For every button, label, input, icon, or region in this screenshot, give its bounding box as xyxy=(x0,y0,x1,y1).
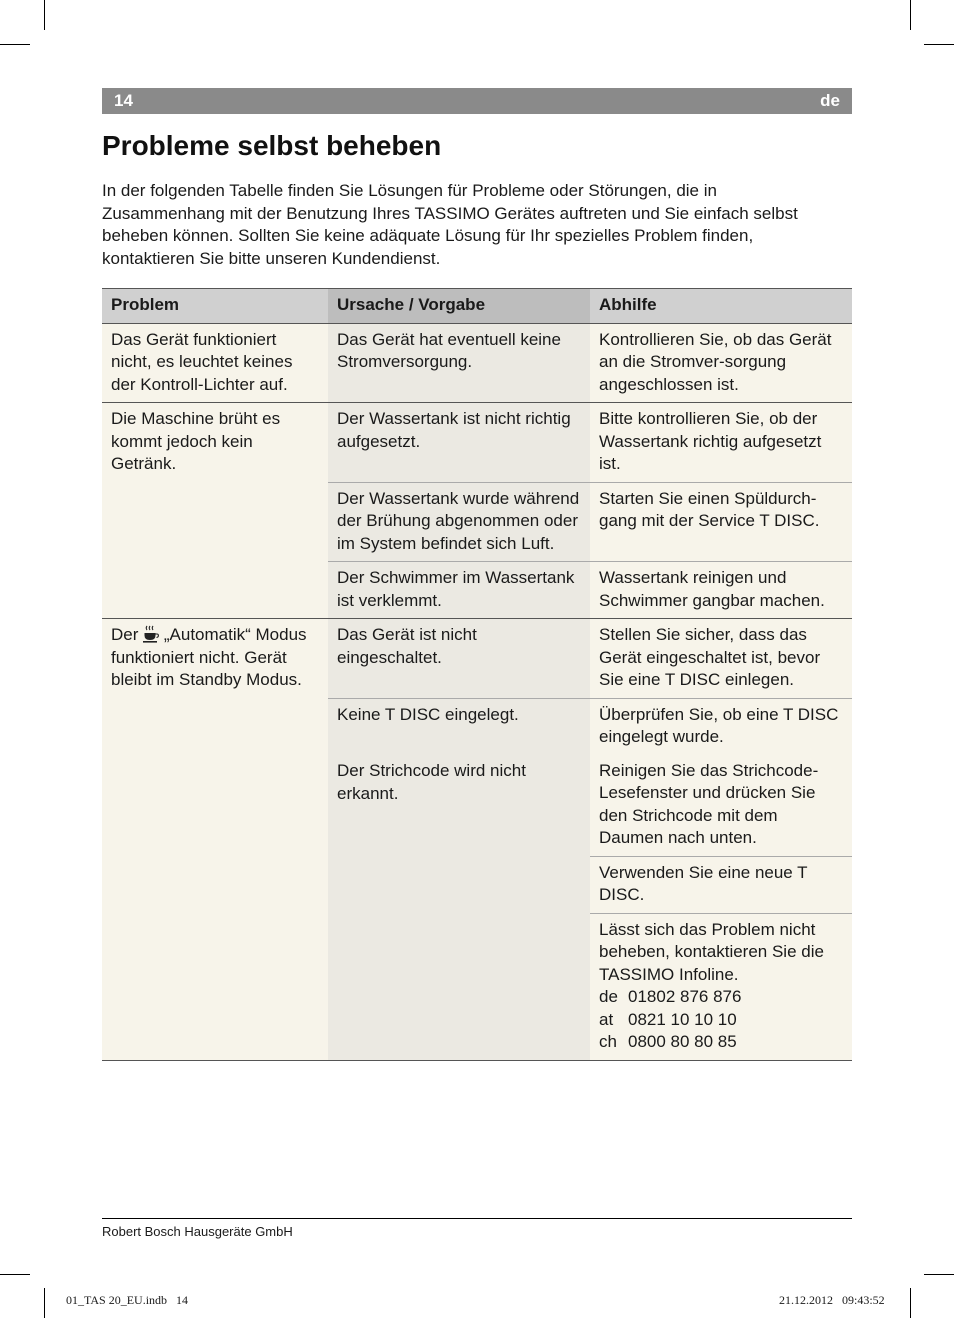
phone-entry xyxy=(599,1009,844,1032)
remedy-cell: Wassertank reinigen und Schwimmer gangbar machen. xyxy=(590,562,852,619)
remedy-cell: Bitte kontrollieren Sie, ob der Wassertank richtig aufgesetzt ist. xyxy=(590,403,852,483)
table-row xyxy=(102,403,852,483)
crop-mark xyxy=(910,0,911,30)
cause-cell: Das Gerät ist nicht eingeschaltet. xyxy=(328,619,590,699)
table-row xyxy=(102,619,852,699)
table-row xyxy=(102,323,852,403)
crop-mark xyxy=(44,0,45,30)
remedy-cell: Stellen Sie sicher, dass das Gerät eingeschaltet ist, bevor Sie eine T DISC einlegen. xyxy=(590,619,852,699)
remedy-cell: Kontrollieren Sie, ob das Gerät an die Stromver-sorgung angeschlossen ist. xyxy=(590,323,852,403)
problem-cell xyxy=(102,619,328,1061)
table-header-row xyxy=(102,289,852,324)
remedy-cell: Verwenden Sie eine neue T DISC. xyxy=(590,856,852,913)
problem-text: „Automatik“ Modus funktioniert nicht. Gerät bleibt im Standby Modus. xyxy=(111,625,307,689)
footer-rule xyxy=(102,1218,852,1219)
cause-cell: Der Schwimmer im Wassertank ist verklemmt. xyxy=(328,562,590,619)
coffee-cup-icon xyxy=(143,625,159,643)
remedy-cell: Starten Sie einen Spüldurch-gang mit der Service T DISC. xyxy=(590,482,852,562)
cause-cell xyxy=(328,698,590,1060)
page-header-bar xyxy=(102,88,852,114)
header-cause: Ursache / Vorgabe xyxy=(328,289,590,324)
phone-country: at xyxy=(599,1009,614,1029)
crop-mark xyxy=(910,1288,911,1318)
cause-text: Der Strichcode wird nicht erkannt. xyxy=(337,761,526,803)
phone-country: de xyxy=(599,987,618,1006)
print-slug-date: 21.12.2012 09:43:52 xyxy=(779,1293,885,1307)
phone-entry xyxy=(599,1031,844,1054)
page-title: Probleme selbst beheben xyxy=(102,130,442,161)
phone-entry xyxy=(599,986,844,1009)
phone-number: 0821 10 10 10 xyxy=(628,1009,737,1029)
phone-number: 01802 876 876 xyxy=(628,987,742,1006)
header-problem: Problem xyxy=(102,289,328,324)
header-remedy: Abhilfe xyxy=(590,289,852,324)
print-slug-file: 01_TAS 20_EU.indb 14 xyxy=(66,1293,189,1307)
remedy-text: Lässt sich das Problem nicht beheben, kontaktieren Sie die TASSIMO Infoline. xyxy=(599,919,824,984)
problem-cell: Die Maschine brüht es kommt jedoch kein Getränk. xyxy=(102,403,328,619)
crop-mark xyxy=(0,1274,30,1275)
troubleshooting-table xyxy=(102,288,852,1061)
problem-prefix: Der xyxy=(111,625,139,644)
phone-country: ch xyxy=(599,1032,617,1051)
footer-company: Robert Bosch Hausgeräte GmbH xyxy=(102,1224,293,1239)
crop-mark xyxy=(924,44,954,45)
cause-cell: Der Wassertank ist nicht richtig aufgesetzt. xyxy=(328,403,590,483)
problem-cell: Das Gerät funktioniert nicht, es leuchtet keines der Kontroll-Lichter auf. xyxy=(102,323,328,403)
cause-cell: Der Wassertank wurde während der Brühung abgenommen oder im System befindet sich Luft. xyxy=(328,482,590,562)
crop-mark xyxy=(44,1288,45,1318)
remedy-text: Reinigen Sie das Strichcode-Lesefenster und drücken Sie den Strichcode mit dem Daumen nach unten. xyxy=(599,760,819,847)
remedy-cell xyxy=(590,698,852,856)
phone-number: 0800 80 80 85 xyxy=(628,1032,737,1051)
remedy-cell xyxy=(590,913,852,1060)
language-code: de xyxy=(820,91,840,110)
remedy-text: Überprüfen Sie, ob eine T DISC eingelegt wurde. xyxy=(599,704,839,746)
cause-text: Keine T DISC eingelegt. xyxy=(337,704,519,724)
cause-cell: Das Gerät hat eventuell keine Stromversorgung. xyxy=(328,323,590,403)
page-number: 14 xyxy=(114,91,133,110)
crop-mark xyxy=(924,1274,954,1275)
crop-mark xyxy=(0,44,30,45)
intro-paragraph: In der folgenden Tabelle finden Sie Lösungen für Probleme oder Störungen, die in Zusammenhang mit der Benutzung Ihres TASSIMO Gerätes auftreten und Sie einfach selbst beheben können. Sollten Sie keine adäquate Lösung für Ihr spezielles Problem finden, kontaktieren Sie bitte unseren Kundendienst. xyxy=(102,181,798,268)
